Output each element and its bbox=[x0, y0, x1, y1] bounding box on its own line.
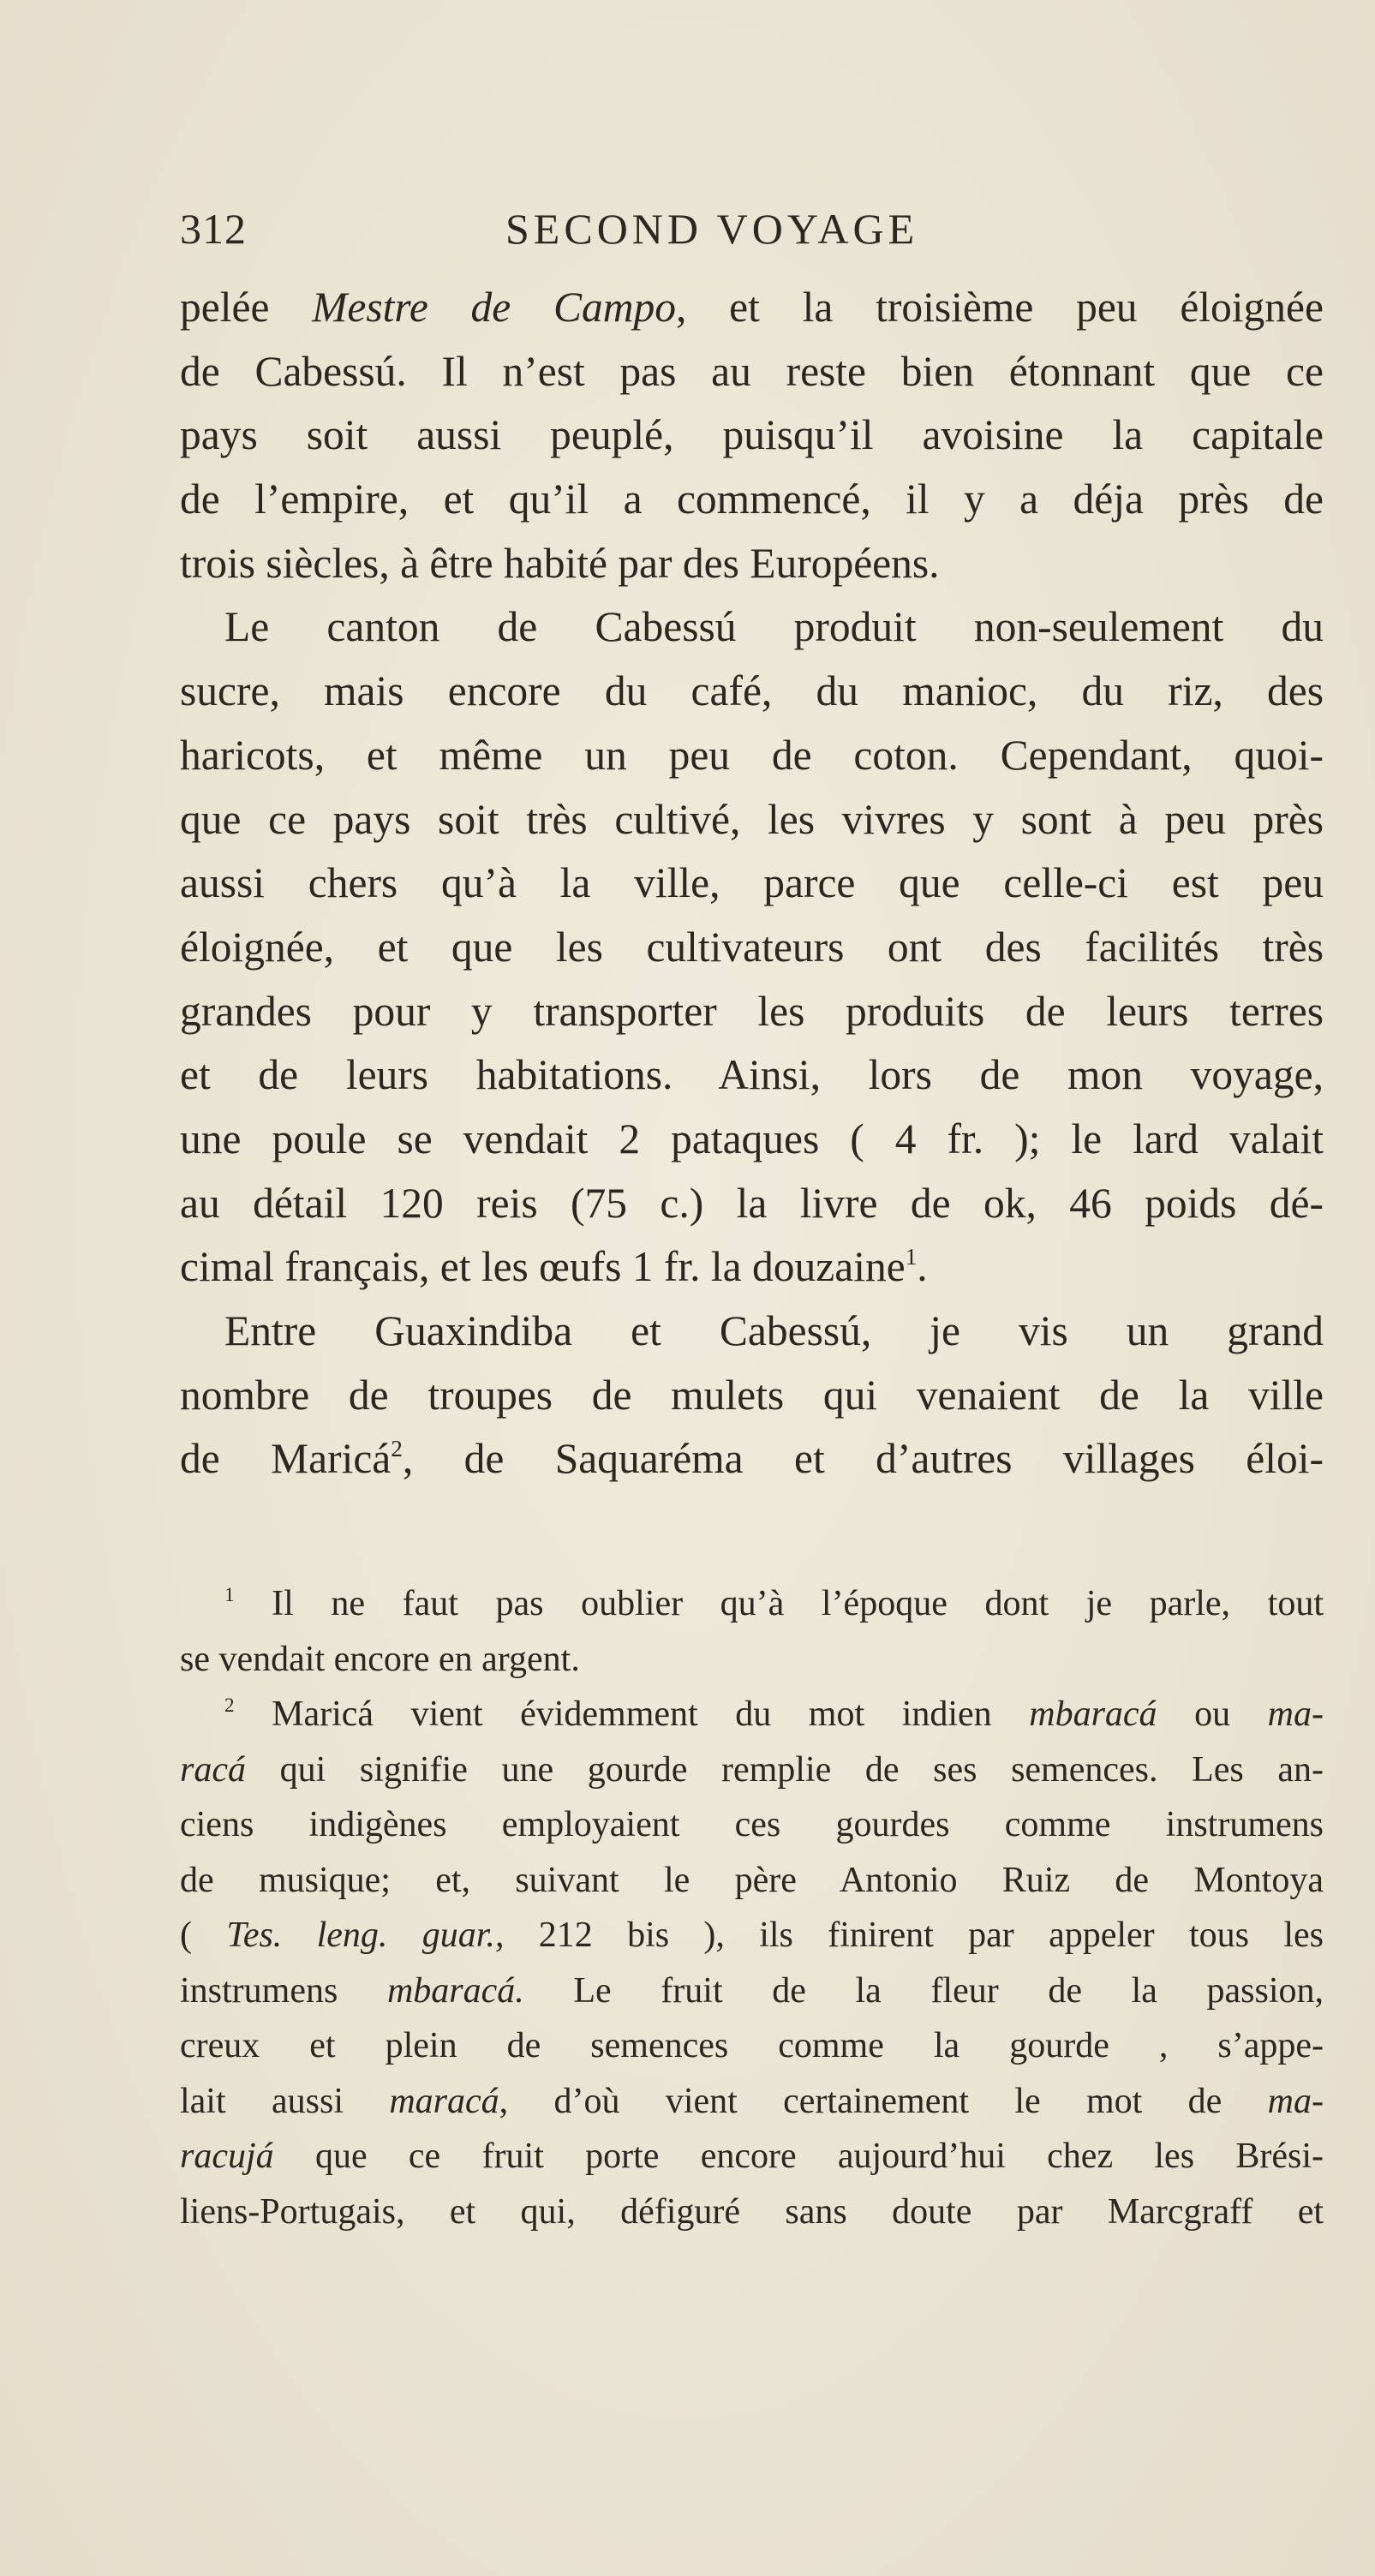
text-run: creux et plein de semences comme la gourde , s’appe- bbox=[180, 2026, 1324, 2065]
footnote-line bbox=[180, 2129, 1324, 2185]
text-run: sucre, mais encore du café, du manioc, du riz, des bbox=[180, 667, 1324, 715]
text-run: Il ne faut pas oublier qu’à l’époque dont je parle, tout bbox=[234, 1584, 1324, 1623]
body-line bbox=[180, 916, 1324, 980]
footnote-marker: 1 bbox=[224, 1582, 235, 1605]
text-run: de l’empire, et qu’il a commencé, il y a déja près de bbox=[180, 475, 1324, 523]
body-line bbox=[180, 980, 1324, 1044]
text-run: instrumens bbox=[180, 1970, 387, 2011]
text-run: que ce fruit porte encore aujourd’hui chez les Brési- bbox=[273, 2137, 1324, 2176]
text-run: nombre de troupes de mulets qui venaient de la ville bbox=[180, 1371, 1324, 1419]
footnote-line bbox=[180, 1687, 1324, 1742]
italic-text: ma- bbox=[1267, 2081, 1324, 2121]
body-line bbox=[180, 340, 1324, 404]
body-line bbox=[180, 1427, 1324, 1491]
text-run: Maricá vient évidemment du mot indien bbox=[234, 1694, 1030, 1734]
body-line bbox=[180, 788, 1324, 852]
text-run: pelée bbox=[180, 284, 313, 331]
body-line bbox=[180, 403, 1324, 468]
text-run: de Cabessú. Il n’est pas au reste bien étonnant que ce bbox=[180, 347, 1324, 395]
text-run: . bbox=[917, 1243, 928, 1291]
text-run: de Maricá bbox=[180, 1435, 392, 1483]
footnote-line bbox=[180, 1632, 1324, 1688]
footnote-line bbox=[180, 1797, 1324, 1853]
italic-text: maracá bbox=[389, 2081, 499, 2121]
text-run: ou bbox=[1157, 1694, 1268, 1734]
footnote-marker: 1 bbox=[905, 1244, 918, 1270]
italic-text: racujá bbox=[180, 2137, 274, 2176]
body-line bbox=[180, 532, 1324, 596]
body-line bbox=[180, 595, 1324, 660]
text-run: grandes pour y transporter les produits de leurs terres bbox=[180, 987, 1324, 1035]
italic-text: mbaracá bbox=[1029, 1694, 1157, 1734]
text-run: se vendait encore en argent. bbox=[180, 1639, 580, 1679]
text-run: trois siècles, à être habité par des Européens. bbox=[180, 539, 940, 587]
footnote-line bbox=[180, 1742, 1324, 1798]
body-line bbox=[180, 1300, 1324, 1364]
text-run: Le canton de Cabessú produit non-seulement du bbox=[224, 603, 1324, 651]
body-line bbox=[180, 276, 1324, 340]
page-header bbox=[180, 204, 1324, 264]
text-run: de musique; et, suivant le père Antonio Ruiz de Montoya bbox=[180, 1860, 1324, 1900]
body-line bbox=[180, 468, 1324, 532]
text-run: Entre Guaxindiba et Cabessú, je vis un grand bbox=[224, 1307, 1324, 1354]
body-line bbox=[180, 660, 1324, 724]
footnote-line bbox=[180, 2018, 1324, 2074]
italic-text: racá bbox=[180, 1749, 246, 1790]
italic-text: mbaracá. bbox=[386, 1970, 524, 2011]
text-run: et de leurs habitations. Ainsi, lors de mon voyage, bbox=[180, 1051, 1324, 1099]
footnote-marker: 2 bbox=[224, 1693, 235, 1716]
text-run: lait aussi bbox=[180, 2081, 390, 2121]
body-line bbox=[180, 852, 1324, 916]
text-run: que ce pays soit très cultivé, les vivres y sont à peu près bbox=[180, 795, 1324, 843]
text-run: cimal français, et les œufs 1 fr. la douzaine bbox=[180, 1243, 906, 1291]
text-run: au détail 120 reis (75 c.) la livre de ok, 46 poids dé- bbox=[180, 1179, 1324, 1227]
text-run: , 212 bis ), ils finirent par appeler tous les bbox=[494, 1916, 1324, 1955]
footnote-line bbox=[180, 2074, 1324, 2130]
italic-text: Mestre de Campo bbox=[312, 284, 677, 331]
text-run: qui signifie une gourde remplie de ses semences. Les an- bbox=[246, 1749, 1324, 1790]
main-text bbox=[180, 276, 1324, 1491]
body-line bbox=[180, 724, 1324, 788]
footnotes bbox=[180, 1576, 1324, 2239]
text-run: aussi chers qu’à la ville, parce que celle-ci est peu bbox=[180, 859, 1324, 907]
text-run: pays soit aussi peuplé, puisqu’il avoisine la capitale bbox=[180, 411, 1324, 459]
italic-text: Tes. leng. guar. bbox=[226, 1916, 495, 1955]
body-line bbox=[180, 1043, 1324, 1108]
text-run: haricots, et même un peu de coton. Cependant, quoi- bbox=[180, 731, 1324, 779]
footnote-marker: 2 bbox=[391, 1436, 403, 1462]
text-run: liens-Portugais, et qui, défiguré sans doute par Marcgraff et bbox=[180, 2191, 1324, 2232]
running-title: SECOND VOYAGE bbox=[505, 205, 919, 253]
text-run: , et la troisième peu éloignée bbox=[676, 284, 1324, 331]
footnote-line bbox=[180, 1908, 1324, 1963]
body-line bbox=[180, 1235, 1324, 1300]
body-line bbox=[180, 1364, 1324, 1428]
footnote-line bbox=[180, 1963, 1324, 2019]
text-run: une poule se vendait 2 pataques ( 4 fr. ); le lard valait bbox=[180, 1115, 1324, 1162]
text-run: ( bbox=[180, 1916, 227, 1955]
footnote-line bbox=[180, 1853, 1324, 1909]
footnote-line bbox=[180, 2185, 1324, 2240]
body-line bbox=[180, 1108, 1324, 1172]
text-run: , d’où vient certainement le mot de bbox=[499, 2081, 1268, 2121]
text-run: éloignée, et que les cultivateurs ont des facilités très bbox=[180, 923, 1324, 971]
footnote-line bbox=[180, 1576, 1324, 1632]
text-run: ciens indigènes employaient ces gourdes comme instrumens bbox=[180, 1805, 1324, 1844]
text-run: , de Saquaréma et d’autres villages éloi- bbox=[402, 1435, 1324, 1483]
body-line bbox=[180, 1172, 1324, 1236]
text-run: Le fruit de la fleur de la passion, bbox=[523, 1970, 1324, 2011]
italic-text: ma- bbox=[1267, 1694, 1324, 1734]
page-number: 312 bbox=[180, 205, 247, 253]
